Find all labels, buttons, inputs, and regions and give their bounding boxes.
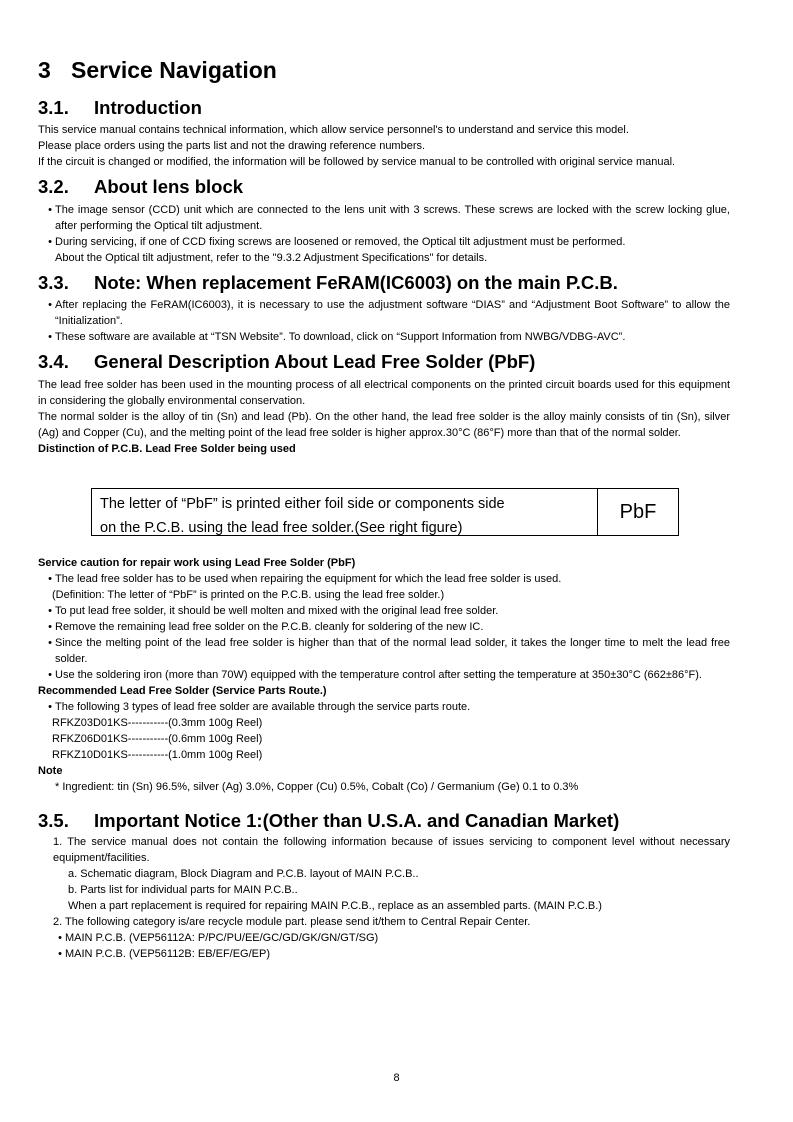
introduction-body (38, 122, 730, 170)
bullet-item: • Since the melting point of the lead free solder is higher than that of the normal lead solder, it takes the longer time to melt the lead free solder. (48, 637, 730, 665)
bullet-item: • After replacing the FeRAM(IC6003), it is necessary to use the adjustment software “DIAS” and “Adjustment Boot Software” to allow the “Initialization”. (48, 299, 730, 327)
service-caution-block (38, 555, 730, 795)
bullet-item: • MAIN P.C.B. (VEP56112A: P/PC/PU/EE/GC/GD/GK/GN/GT/SG) (58, 932, 379, 944)
recommended-solder-heading: Recommended Lead Free Solder (Service Parts Route.) (38, 685, 327, 697)
section-heading-feram-note: 3.3. Note: When replacement FeRAM(IC6003) on the main P.C.B. (38, 272, 618, 293)
solder-part-number: RFKZ03D01KS-----------(0.3mm 100g Reel) (52, 717, 263, 729)
solder-part-number: RFKZ06D01KS-----------(0.6mm 100g Reel) (52, 733, 263, 745)
intro-line: If the circuit is changed or modified, the information will be followed by service manual to be controlled with original service manual. (38, 156, 676, 168)
important-notice-body (38, 834, 730, 962)
note-text: * Ingredient: tin (Sn) 96.5%, silver (Ag) 3.0%, Copper (Cu) 0.5%, Cobalt (Co) / Germanium (Ge) 0.1 to 0.3% (55, 781, 579, 793)
paragraph: The normal solder is the alloy of tin (Sn) and lead (Pb). On the other hand, the lead free solder is the alloy mainly consists of tin (Sn), silver (Ag) and Copper (Cu), and the melting point of the lead free solder is higher approx.30°C (86°F) more than that of the normal solder. (38, 411, 730, 439)
definition-note: (Definition: The letter of “PbF” is printed on the P.C.B. using the lead free solder.) (52, 589, 445, 601)
lead-free-intro (38, 377, 730, 457)
feram-note-body (38, 297, 730, 345)
section-heading-introduction: 3.1. Introduction (38, 97, 202, 118)
bullet-item: • These software are available at “TSN Website”. To download, click on “Support Information from NWBG/VDBG-AVC”. (48, 331, 626, 343)
bullet-item: • The lead free solder has to be used when repairing the equipment for which the lead free solder is used. (48, 573, 562, 585)
sub-item: a. Schematic diagram, Block Diagram and P.C.B. layout of MAIN P.C.B.. (68, 868, 419, 880)
bullet-item: • Remove the remaining lead free solder on the P.C.B. cleanly for soldering of the new IC. (48, 621, 484, 633)
bullet-item: • During servicing, if one of CCD fixing screws are loosened or removed, the Optical tilt adjustment must be performed. (48, 236, 626, 248)
page-number: 8 (393, 1072, 400, 1084)
solder-part-number: RFKZ10D01KS-----------(1.0mm 100g Reel) (52, 749, 263, 761)
pbf-description: The letter of “PbF” is printed either foil side or components side on the P.C.B. using the lead free solder.(See right figure) (92, 489, 598, 535)
caution-heading: Service caution for repair work using Lead Free Solder (PbF) (38, 557, 356, 569)
bullet-item: • To put lead free solder, it should be well molten and mixed with the original lead free solder. (48, 605, 499, 617)
chapter-title: Service Navigation (71, 57, 277, 83)
pbf-mark: PbF (619, 500, 657, 523)
bullet-item: • The image sensor (CCD) unit which are connected to the lens unit with 3 screws. These screws are locked with the screw locking glue, after performing the Optical tilt adjustment. (48, 204, 730, 232)
section-heading-lead-free-solder: 3.4. General Description About Lead Free Solder (PbF) (38, 351, 536, 372)
page-title (38, 57, 277, 84)
paragraph: The lead free solder has been used in the mounting process of all electrical components on the printed circuit boards used for this equipment in considering the globally environmental conservation. (38, 379, 730, 407)
note-heading: Note (38, 765, 63, 777)
bullet-continuation: About the Optical tilt adjustment, refer to the "9.3.2 Adjustment Specifications" for details. (55, 252, 488, 264)
chapter-number: 3 (38, 57, 51, 83)
distinction-heading: Distinction of P.C.B. Lead Free Solder being used (38, 443, 296, 455)
intro-line: This service manual contains technical information, which allow service personnel's to understand and service this model. (38, 124, 629, 136)
numbered-item: 2. The following category is/are recycle module part. please send it/them to Central Repair Center. (53, 916, 531, 928)
sub-item: When a part replacement is required for repairing MAIN P.C.B., replace as an assembled parts. (MAIN P.C.B.) (68, 900, 602, 912)
section-heading-important-notice: 3.5. Important Notice 1:(Other than U.S.A. and Canadian Market) (38, 810, 620, 831)
section-heading-lens-block: 3.2. About lens block (38, 176, 244, 197)
numbered-item: 1. The service manual does not contain the following information because of issues servicing to component level without necessary equipment/facilities. (53, 836, 730, 864)
lens-block-body (38, 202, 730, 266)
bullet-item: • Use the soldering iron (more than 70W) equipped with the temperature control after setting the temperature at 350±30°C (662±86°F). (48, 669, 702, 681)
intro-line: Please place orders using the parts list and not the drawing reference numbers. (38, 140, 426, 152)
bullet-item: • The following 3 types of lead free solder are available through the service parts route. (48, 701, 471, 713)
sub-item: b. Parts list for individual parts for MAIN P.C.B.. (68, 884, 298, 896)
pbf-marking-box (91, 488, 679, 536)
bullet-item: • MAIN P.C.B. (VEP56112B: EB/EF/EG/EP) (58, 948, 271, 960)
